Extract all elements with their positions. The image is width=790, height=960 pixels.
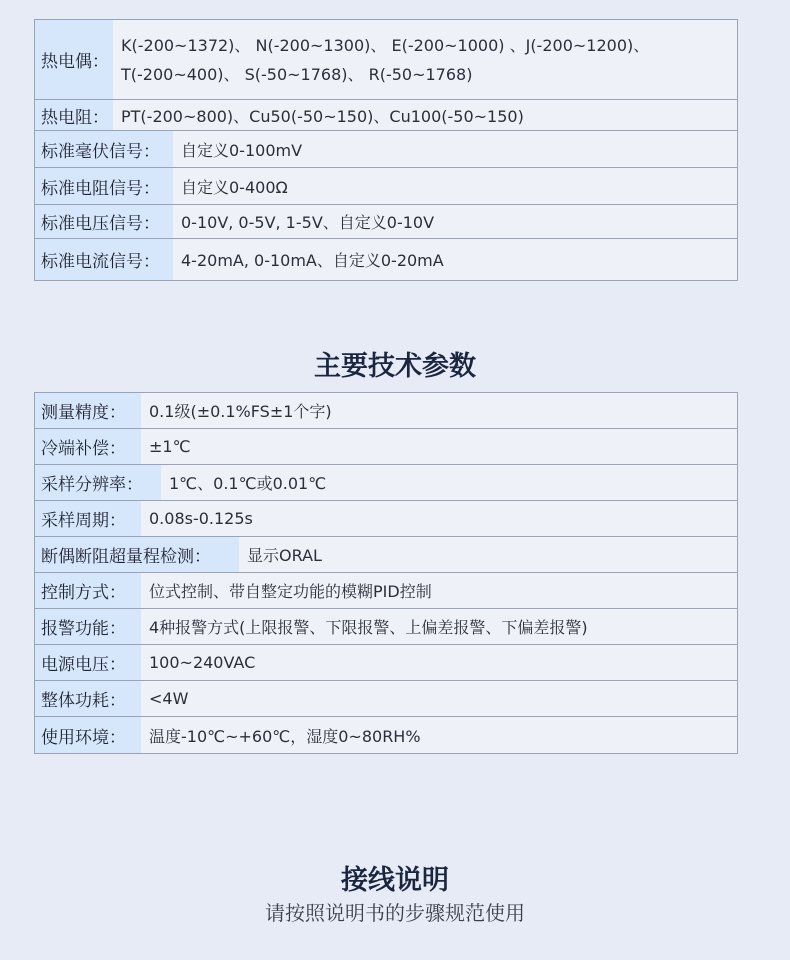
row-label: 标准电阻信号：	[35, 168, 173, 204]
wiring-subtitle: 请按照说明书的步骤规范使用	[265, 901, 525, 925]
table-row	[35, 717, 737, 753]
table-row	[35, 645, 737, 681]
row-value: 0.1级(±0.1%FS±1个字)	[149, 402, 332, 421]
wiring-heading: 接线说明	[341, 865, 449, 896]
row-value: PT(-200~800)、Cu50(-50~150)、Cu100(-50~150)	[121, 106, 524, 126]
row-label: 标准毫伏信号：	[35, 131, 173, 167]
table-row	[35, 205, 737, 239]
row-value: 自定义0-100mV	[181, 140, 303, 160]
row-label: 标准电压信号：	[35, 205, 173, 238]
row-value: 温度-10℃~+60℃，湿度0~80RH%	[149, 726, 421, 746]
row-value: 4种报警方式(上限报警、下限报警、上偏差报警、下偏差报警)	[149, 618, 588, 637]
row-value: 显示ORAL	[247, 546, 322, 565]
row-value: ±1℃	[149, 437, 191, 456]
row-value: <4W	[149, 689, 189, 708]
table-row	[35, 100, 737, 131]
row-value: 1℃、0.1℃或0.01℃	[169, 474, 327, 493]
table-row	[35, 681, 737, 717]
row-value: 4-20mA, 0-10mA、自定义0-20mA	[181, 251, 444, 270]
table-row	[35, 609, 737, 645]
table-row	[35, 501, 737, 537]
row-value: 自定义0-400Ω	[181, 177, 288, 197]
input-types-table	[34, 19, 738, 281]
table-row	[35, 573, 737, 609]
row-label: 标准电流信号：	[35, 239, 173, 280]
specs-heading: 主要技术参数	[314, 351, 476, 382]
row-value: 100~240VAC	[149, 653, 256, 672]
row-label: 热电阻：	[35, 100, 113, 130]
row-label: 断偶断阻超量程检测：	[35, 537, 239, 572]
row-label: 报警功能：	[35, 609, 141, 644]
row-label: 测量精度：	[35, 393, 141, 428]
value-line: T(-200~400)、 S(-50~1768)、 R(-50~1768)	[121, 64, 473, 84]
specs-table	[34, 392, 738, 754]
row-label: 热电偶：	[35, 20, 113, 99]
row-value	[113, 20, 657, 99]
row-label: 采样周期：	[35, 501, 141, 536]
row-label: 整体功耗：	[35, 681, 141, 716]
row-label: 控制方式：	[35, 573, 141, 608]
row-value: 0.08s-0.125s	[149, 509, 253, 528]
value-line: K(-200~1372)、 N(-200~1300)、 E(-200~1000) 、J(-200~1200)、	[121, 35, 650, 55]
row-value: 位式控制、带自整定功能的模糊PID控制	[149, 582, 432, 601]
table-row	[35, 20, 737, 100]
row-label: 电源电压：	[35, 645, 141, 680]
row-value: 0-10V, 0-5V, 1-5V、自定义0-10V	[181, 213, 435, 232]
row-label: 冷端补偿：	[35, 429, 141, 464]
table-row	[35, 429, 737, 465]
row-label: 采样分辨率：	[35, 465, 161, 500]
row-label: 使用环境：	[35, 717, 141, 753]
table-row	[35, 168, 737, 205]
table-row	[35, 239, 737, 280]
table-row	[35, 393, 737, 429]
table-row	[35, 131, 737, 168]
table-row	[35, 537, 737, 573]
table-row	[35, 465, 737, 501]
